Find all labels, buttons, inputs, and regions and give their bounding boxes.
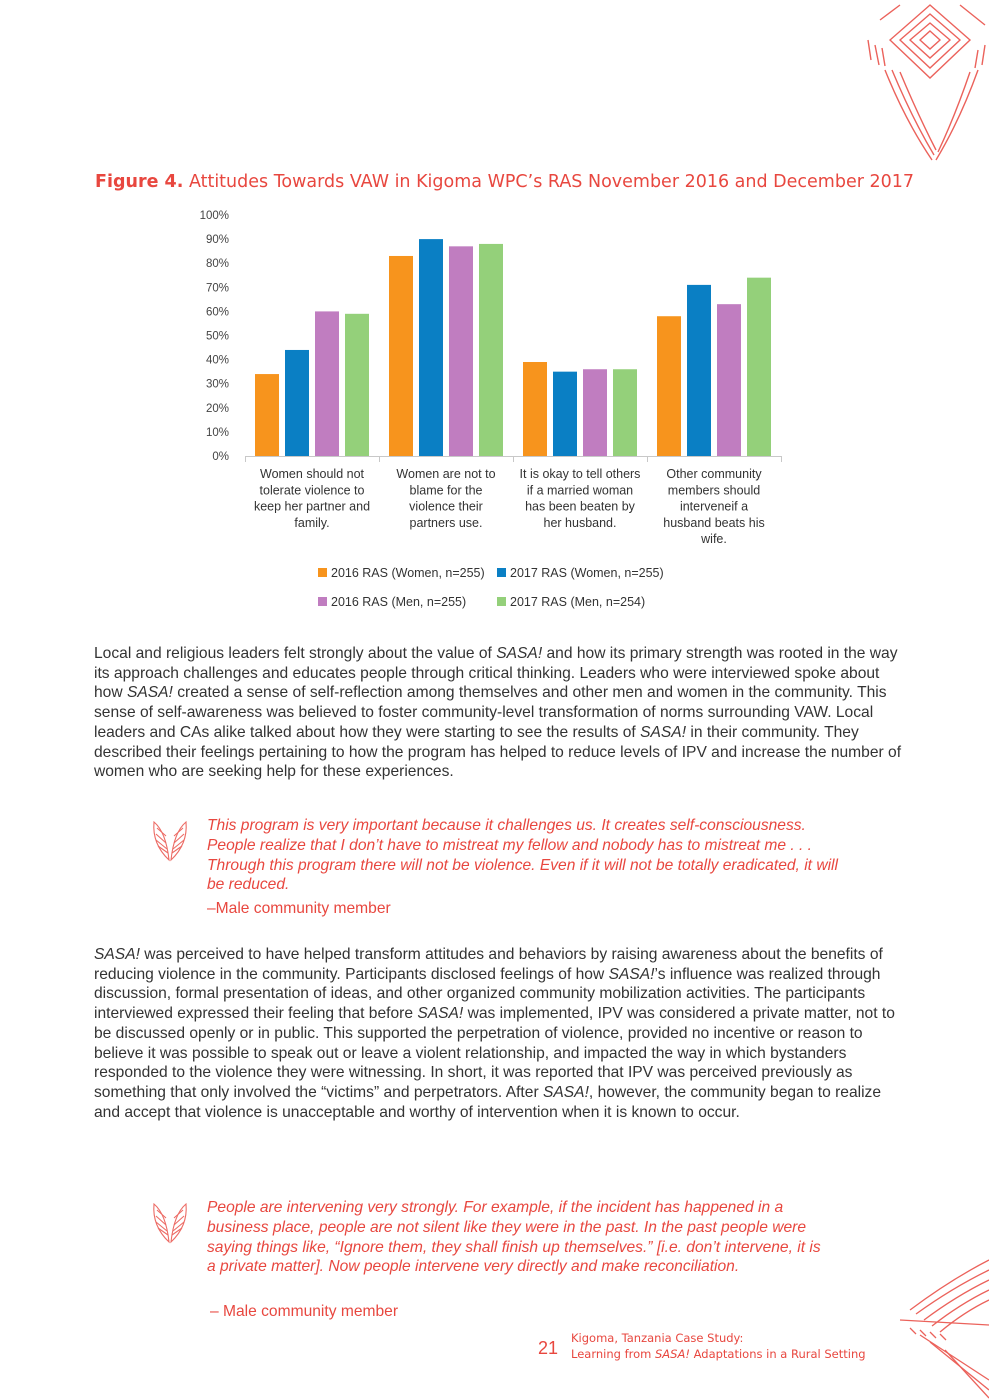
legend-label-1: 2017 RAS (Women, n=255): [510, 566, 664, 580]
leaf-quote-icon: [148, 1196, 192, 1244]
legend-item-1: [497, 566, 664, 580]
y-tick-label: 30%: [205, 378, 229, 391]
footer-line-2: [571, 1346, 866, 1362]
x-category-label: violence their: [409, 499, 483, 514]
legend-swatch-3: [497, 597, 506, 606]
quote-2-attribution: – Male community member: [210, 1303, 399, 1320]
bar-3-2: [717, 304, 741, 456]
x-category-label: Women are not to: [396, 467, 496, 481]
y-tick-label: 80%: [205, 258, 229, 271]
bar-2-3: [613, 369, 637, 456]
legend-swatch-0: [318, 568, 327, 577]
figure-title-text: Attitudes Towards VAW in Kigoma WPC’s RAS November 2016 and December 2017: [188, 172, 915, 192]
bar-2-2: [583, 369, 607, 456]
y-tick-label: 40%: [205, 354, 229, 367]
bar-1-0: [389, 256, 413, 456]
x-category-label: her husband.: [543, 515, 617, 530]
footer-line-2-post: Adaptations in a Rural Setting: [689, 1347, 866, 1361]
x-category-label: interveneif a: [679, 499, 749, 514]
sasa-emphasis: SASA!: [94, 946, 140, 963]
running-footer: [571, 1330, 866, 1362]
sasa-emphasis: SASA!: [542, 1083, 589, 1101]
x-category-label: husband beats his: [663, 515, 765, 530]
x-category-label: family.: [294, 515, 330, 530]
body-paragraph-1: [94, 644, 906, 782]
x-category-label: blame for the: [409, 483, 483, 498]
paragraph-run: was implemented, IPV was considered a private matter, not to be discussed openly or in public. This supported the perpetration of violence, provided no incentive or reason to believe it was possible to speak out or leave a violent relationship, and impacted the way in which bystanders responded to the violence they were witnessing. In short, it was reported that IPV was perceived previously as something that only involved the “victims” and perpetrators. After: [94, 1005, 895, 1101]
y-tick-label: 100%: [199, 210, 229, 222]
body-paragraph-2: [94, 945, 906, 1122]
paragraph-run: was perceived to have helped transform attitudes and behaviors by raising awareness about the benefits of reducing violence in the community. Participants disclosed feelings of how: [94, 946, 883, 983]
legend-item-2: [318, 595, 466, 609]
bar-chart: [190, 205, 790, 555]
x-category-label: tolerate violence to: [259, 483, 365, 498]
legend-item-0: [318, 566, 485, 580]
y-tick-label: 90%: [205, 234, 229, 247]
legend-item-3: [497, 595, 645, 609]
y-tick-label: 70%: [205, 282, 229, 295]
bar-3-0: [657, 316, 681, 456]
bar-2-0: [523, 362, 547, 456]
paragraph-run: created a sense of self-reflection among themselves and other men and women in the community. This sense of self-awareness was believed to foster community-level transformation of norms surrounding VAW. Local leaders and CAs alike talked about how they were starting to see the results of: [94, 684, 887, 741]
y-tick-label: 0%: [212, 451, 229, 463]
figure-label: Figure 4.: [95, 172, 184, 192]
paragraph-run: in their community. They described their feelings pertaining to how the program has helped to reduce levels of IPV and increase the number of women who are seeking help for these experiences.: [94, 723, 902, 781]
bar-0-3: [345, 314, 369, 456]
legend-label-0: 2016 RAS (Women, n=255): [331, 566, 485, 580]
bar-3-3: [747, 278, 771, 456]
paragraph-run: , however, the community began to realize and accept that violence is unacceptable and worthy of intervention when it is known to occur.: [94, 1083, 882, 1121]
sasa-emphasis: SASA!: [496, 645, 543, 662]
bar-0-1: [285, 350, 309, 456]
y-tick-label: 60%: [205, 306, 229, 319]
x-category-label: partners use.: [409, 515, 483, 530]
bar-3-1: [687, 285, 711, 456]
x-category-label: if a married woman: [526, 483, 634, 498]
leaf-quote-icon: [148, 814, 192, 862]
footer-line-1: Kigoma, Tanzania Case Study:: [571, 1331, 744, 1345]
paragraph-run: Local and religious leaders felt strongly about the value of: [94, 645, 497, 662]
x-category-label: keep her partner and: [253, 499, 371, 514]
footer-line-2-em: SASA!: [655, 1347, 690, 1361]
legend-label-2: 2016 RAS (Men, n=255): [331, 595, 467, 609]
x-category-label: members should: [667, 483, 761, 498]
x-category-label: Other community: [666, 467, 762, 481]
bar-0-0: [255, 374, 279, 456]
bar-1-2: [449, 246, 473, 456]
page-number: 21: [538, 1338, 559, 1358]
legend-swatch-1: [497, 568, 506, 577]
bar-1-1: [419, 239, 443, 456]
y-tick-label: 20%: [205, 402, 229, 415]
y-tick-label: 10%: [205, 426, 229, 439]
bar-2-1: [553, 372, 577, 456]
paragraph-run: and how its primary strength was rooted in the way its approach challenges and educates people through critical thinking. Leaders who were interviewed spoke about how: [94, 645, 898, 702]
legend-label-3: 2017 RAS (Men, n=254): [510, 595, 646, 609]
x-category-label: Women should not: [260, 467, 364, 481]
quote-2-text: People are intervening very strongly. For example, if the incident has happened in a business place, people are not silent like they were in the past. In the past people were saying things like, “Ignore them, they shall finish up themselves.” [i.e. don’t intervene, it is a private matter]. Now people intervene very directly and make reconciliation.: [207, 1199, 821, 1276]
legend-swatch-2: [318, 597, 327, 606]
paragraph-run: ’s influence was realized through discussion, formal presentation of ideas, and other organized community mobilization activities. The participants interviewed expressed their feeling that before: [94, 965, 881, 1023]
x-category-label: wife.: [701, 532, 727, 547]
tribal-corner-top-decoration-icon: [860, 0, 989, 165]
tribal-corner-bottom-decoration-icon: [890, 1250, 989, 1400]
sasa-emphasis: SASA!: [417, 1005, 464, 1023]
x-category-label: has been beaten by: [525, 499, 635, 514]
x-category-label: It is okay to tell others: [519, 467, 641, 481]
sasa-emphasis: SASA!: [608, 965, 655, 983]
footer-line-2-pre: Learning from: [571, 1347, 655, 1361]
y-tick-label: 50%: [205, 330, 229, 343]
bar-1-3: [479, 244, 503, 456]
figure-title: [95, 172, 914, 192]
sasa-emphasis: SASA!: [126, 684, 173, 702]
quote-1-attribution: –Male community member: [207, 900, 391, 917]
sasa-emphasis: SASA!: [640, 723, 687, 741]
bar-0-2: [315, 311, 339, 456]
quote-1-text: This program is very important because it challenges us. It creates self-consciousness. People realize that I don’t have to mistreat my fellow and nobody has to mistreat me . . . Through this program there will not be violence. Even if it will not be totally eradicated, it will be reduced.: [207, 817, 838, 894]
